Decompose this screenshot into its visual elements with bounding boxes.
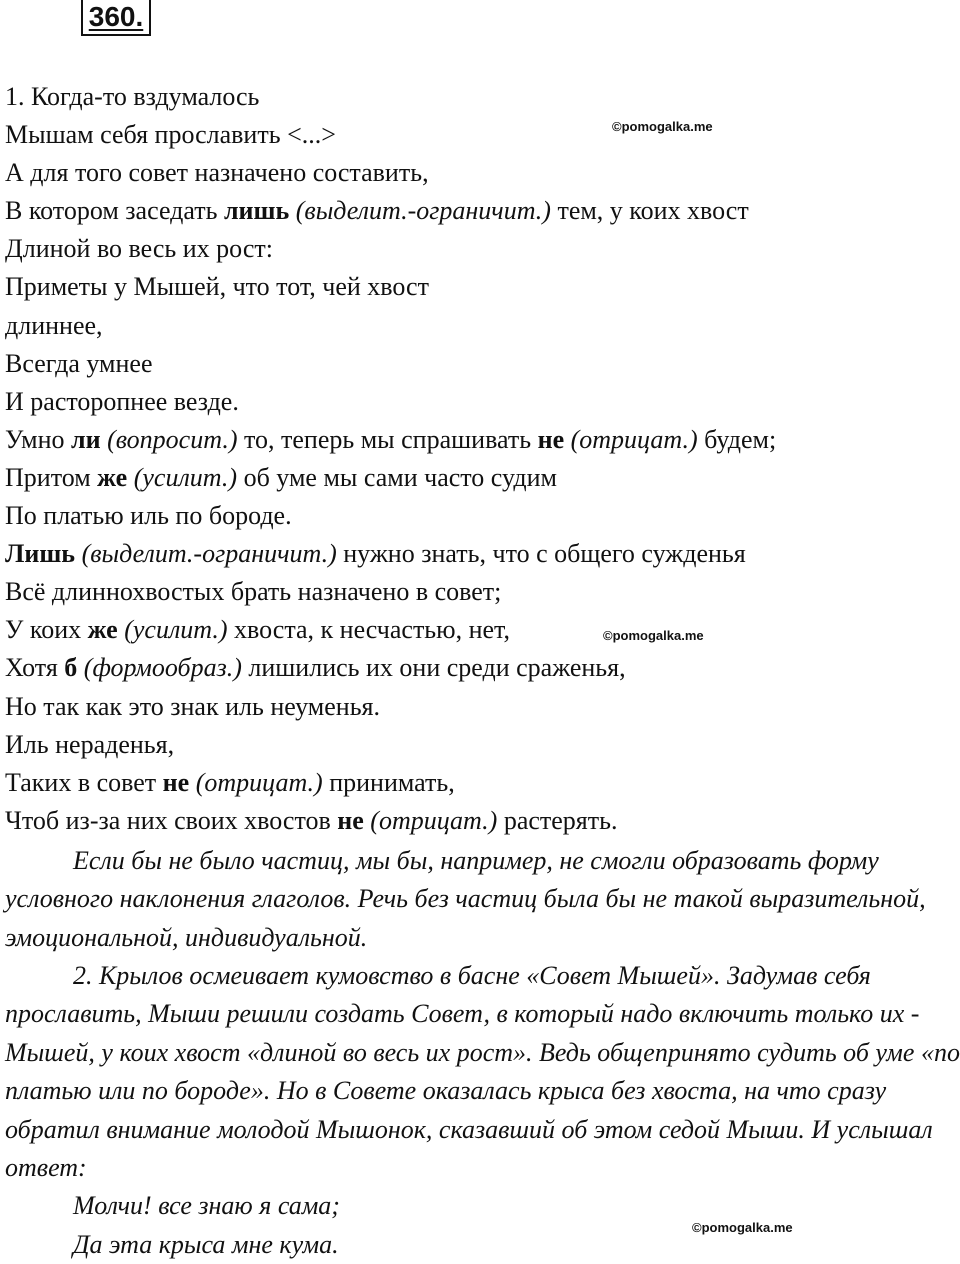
particle-category: (вопросит.) xyxy=(107,424,238,454)
particle-category: (выделит.-ограничит.) xyxy=(81,539,337,569)
poem-line xyxy=(5,688,776,726)
poem-text: хвоста, к несчастью, нет, xyxy=(227,615,510,645)
exercise-number: 360. xyxy=(81,0,151,36)
poem-text: По платью иль по бороде. xyxy=(5,501,292,531)
poem-text: Мышам себя прославить <...> xyxy=(5,120,336,150)
particle-category: (усилит.) xyxy=(133,462,238,492)
particle-word: Лишь xyxy=(5,539,76,569)
poem-line xyxy=(5,649,776,687)
poem-text: У коих xyxy=(5,615,88,645)
poem-text: Всё длиннохвостых брать назначено в совет; xyxy=(5,577,502,607)
poem-line xyxy=(5,726,776,764)
poem-text: Чтоб из-за них своих хвостов xyxy=(5,805,338,835)
watermark: ©pomogalka.me xyxy=(603,628,704,643)
poem-line xyxy=(5,421,776,459)
conclusion-paragraph: Если бы не было частиц, мы бы, например, не смогли образовать форму условного наклонения глаголов. Речь без частиц была бы не такой выразительной, эмоциональной, индивидуальной. xyxy=(5,846,926,952)
poem-text: Всегда умнее xyxy=(5,348,153,378)
poem-text: тем, у коих хвост xyxy=(550,196,749,226)
particle-word: не xyxy=(162,767,190,797)
poem-text: принимать, xyxy=(322,767,455,797)
poem-text: В котором заседать xyxy=(5,196,224,226)
quote-line: Молчи! все знаю я сама; xyxy=(73,1191,340,1220)
poem-text: 1. Когда-то вздумалось xyxy=(5,82,260,111)
particle-word: б xyxy=(64,653,78,683)
watermark: ©pomogalka.me xyxy=(612,119,713,134)
poem-text: И расторопнее везде. xyxy=(5,386,239,416)
poem-text: нужно знать, что с общего сужденья xyxy=(336,539,746,569)
particle-word: же xyxy=(87,615,118,645)
poem-text: Притом xyxy=(5,462,98,492)
particle-category: (отрицат.) xyxy=(570,424,698,454)
poem-line xyxy=(5,230,776,268)
particle-word: же xyxy=(97,462,128,492)
watermark: ©pomogalka.me xyxy=(692,1220,793,1235)
poem-line xyxy=(5,459,776,497)
particle-category: (отрицат.) xyxy=(370,805,498,835)
particle-word: ли xyxy=(71,424,101,454)
poem-line xyxy=(5,307,776,345)
poem-text: Иль нераденья, xyxy=(5,729,175,759)
poem-line xyxy=(5,764,776,802)
poem-text: длиннее, xyxy=(5,310,103,340)
poem-line xyxy=(5,154,776,192)
poem-text: об уме мы сами часто судим xyxy=(237,462,557,492)
poem-line xyxy=(5,573,776,611)
particle-word: лишь xyxy=(223,196,290,226)
poem-line xyxy=(5,497,776,535)
poem-text: лишились их они среди сраженья, xyxy=(241,653,626,683)
quote-line: Да эта крыса мне кума. xyxy=(73,1230,339,1259)
poem-line xyxy=(5,78,776,116)
particle-category: (выделит.-ограничит.) xyxy=(295,196,551,226)
poem-line xyxy=(5,268,776,306)
poem-line xyxy=(5,802,776,840)
particle-category: (отрицат.) xyxy=(195,767,323,797)
poem-excerpt xyxy=(5,78,776,840)
particle-category: (формообраз.) xyxy=(83,653,242,683)
poem-line xyxy=(5,535,776,573)
poem-text: Но так как это знак иль неуменья. xyxy=(5,691,381,721)
particle-word: не xyxy=(537,424,565,454)
poem-text: то, теперь мы спрашивать xyxy=(237,424,538,454)
poem-text: Таких в совет xyxy=(5,767,163,797)
poem-line xyxy=(5,383,776,421)
poem-text: Длиной во весь их рост: xyxy=(5,234,273,264)
poem-text: Умно xyxy=(5,424,71,454)
poem-line xyxy=(5,192,776,230)
fable-analysis-paragraph: 2. Крылов осмеивает кумовство в басне «Совет Мышей». Задумав себя прославить, Мыши решили создать Совет, в который надо включить только их - Мышей, у коих хвост «длиной во весь их рост». Ведь общепринято судить об уме «по платью или по бороде». Но в Совете оказалась крыса без хвоста, на что сразу обратил внимание молодой Мышонок, сказавший об этом седой Мыши. И услышал ответ: xyxy=(5,961,960,1183)
poem-text: будем; xyxy=(697,424,777,454)
poem-text: Приметы у Мышей, что тот, чей хвост xyxy=(5,272,429,302)
particle-category: (усилит.) xyxy=(124,615,228,645)
poem-text: Хотя xyxy=(5,653,65,683)
poem-text: растерять. xyxy=(497,805,618,835)
poem-line xyxy=(5,345,776,383)
poem-text: А для того совет назначено составить, xyxy=(5,158,429,188)
particle-word: не xyxy=(337,805,364,835)
